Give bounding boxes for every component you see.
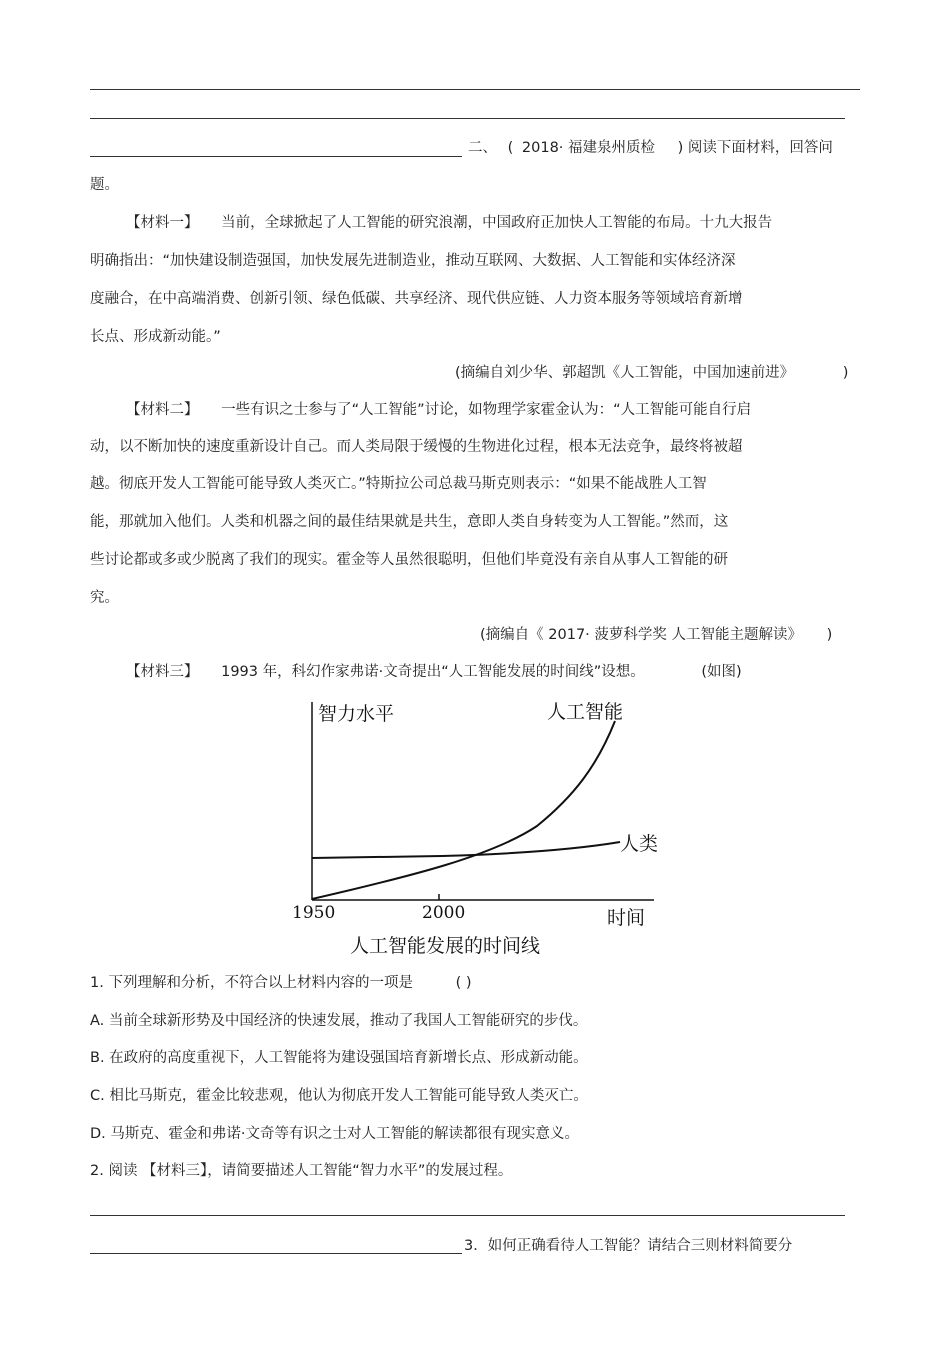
- question-2: 2. 阅读 【材料三】，请简要描述人工智能“智力水平”的发展过程。: [90, 1163, 513, 1179]
- series-label-human: 人类: [620, 833, 657, 855]
- material-2-source: [480, 625, 832, 645]
- material-2-line: 究。: [90, 590, 119, 606]
- question-1-text: 1. 下列理解和分析，不符合以上材料内容的一项是: [90, 975, 413, 991]
- material-1-line: 明确指出：“加快建设制造强国，加快发展先进制造业，推动互联网、大数据、人工智能和实体经济深: [90, 253, 736, 269]
- option-a: A. 当前全球新形势及中国经济的快速发展，推动了我国人工智能研究的步伐。: [90, 1013, 588, 1029]
- material-1-first-line: [126, 213, 772, 233]
- section-heading: [468, 138, 833, 158]
- material-2-line: 动，以不断加快的速度重新设计自己。而人类局限于缓慢的生物进化过程，根本无法竞争，最终将被超: [90, 439, 743, 455]
- answer-line: [90, 1253, 462, 1254]
- material-2-source-text: (摘编自《 2017· 菠萝科学奖 人工智能主题解读》: [480, 627, 802, 643]
- option-c: C. 相比马斯克，霍金比较悲观，他认为彻底开发人工智能可能导致人类灭亡。: [90, 1088, 588, 1104]
- chart-title: 人工智能发展的时间线: [350, 935, 541, 956]
- material-1-line: 当前，全球掀起了人工智能的研究浪潮，中国政府正加快人工智能的布局。十九大报告: [221, 215, 773, 231]
- material-1-source-close: ): [842, 365, 849, 381]
- x-tick-label-1950: 1950: [292, 903, 336, 923]
- x-tick-label-2000: 2000: [422, 903, 466, 923]
- material-2-label: 【材料二】: [126, 402, 199, 418]
- material-2-source-close: ): [826, 627, 833, 643]
- answer-line: [90, 89, 860, 90]
- material-1-line: 长点、形成新动能。”: [90, 329, 221, 345]
- material-2-line: 一些有识之士参与了“人工智能”讨论，如物理学家霍金认为：“人工智能可能自行启: [221, 402, 752, 418]
- x-axis-label: 时间: [607, 907, 646, 929]
- material-1-label: 【材料一】: [126, 215, 199, 231]
- timeline-chart: [292, 696, 657, 956]
- material-3-line: [126, 662, 742, 682]
- material-2-line: 越。彻底开发人工智能可能导致人类灭亡。”特斯拉公司总裁马斯克则表示：“如果不能战胜人工智: [90, 476, 707, 492]
- material-2-line: 能，那就加入他们。人类和机器之间的最佳结果就是共生，意即人类自身转变为人工智能。”然而，这: [90, 514, 729, 530]
- section-close-bracket: ): [677, 140, 684, 156]
- material-3-label: 【材料三】: [126, 664, 199, 680]
- question-3: 3．如何正确看待人工智能？请结合三则材料简要分: [464, 1238, 793, 1254]
- option-d: D. 马斯克、霍金和弗诺·文奇等有识之士对人工智能的解读都很有现实意义。: [90, 1126, 579, 1142]
- material-1-source: [455, 363, 848, 383]
- section-source: 2018· 福建泉州质检: [521, 140, 656, 156]
- answer-line: [90, 118, 845, 119]
- material-3-text: 1993 年，科幻作家弗诺·文奇提出“人工智能发展的时间线”设想。: [221, 664, 645, 680]
- answer-line: [90, 156, 462, 157]
- material-2-line: 些讨论都或多或少脱离了我们的现实。霍金等人虽然很聪明，但他们毕竟没有亲自从事人工智能的研: [90, 552, 728, 568]
- question-1: [90, 973, 472, 993]
- material-1-line: 度融合，在中高端消费、创新引领、绿色低碳、共享经济、现代供应链、人力资本服务等领域培育新增: [90, 291, 743, 307]
- answer-line: [90, 1215, 845, 1216]
- series-label-ai: 人工智能: [547, 701, 624, 723]
- y-axis-label: 智力水平: [318, 703, 395, 725]
- section-open-bracket: (: [507, 140, 514, 156]
- option-b: B. 在政府的高度重视下，人工智能将为建设强国培育新增长点、形成新动能。: [90, 1050, 588, 1066]
- question-1-bracket: ( ): [455, 975, 472, 991]
- material-3-note: (如图): [701, 664, 742, 680]
- section-instruction: 阅读下面材料，回答问: [687, 140, 833, 156]
- series-line-ai: [312, 721, 615, 899]
- material-2-first-line: [126, 400, 751, 420]
- section-prefix: 二、: [468, 140, 497, 156]
- series-line-human: [312, 842, 620, 858]
- section-instruction-cont: 题。: [90, 177, 119, 193]
- material-1-source-text: (摘编自刘少华、郭超凯《人工智能，中国加速前进》: [455, 365, 795, 381]
